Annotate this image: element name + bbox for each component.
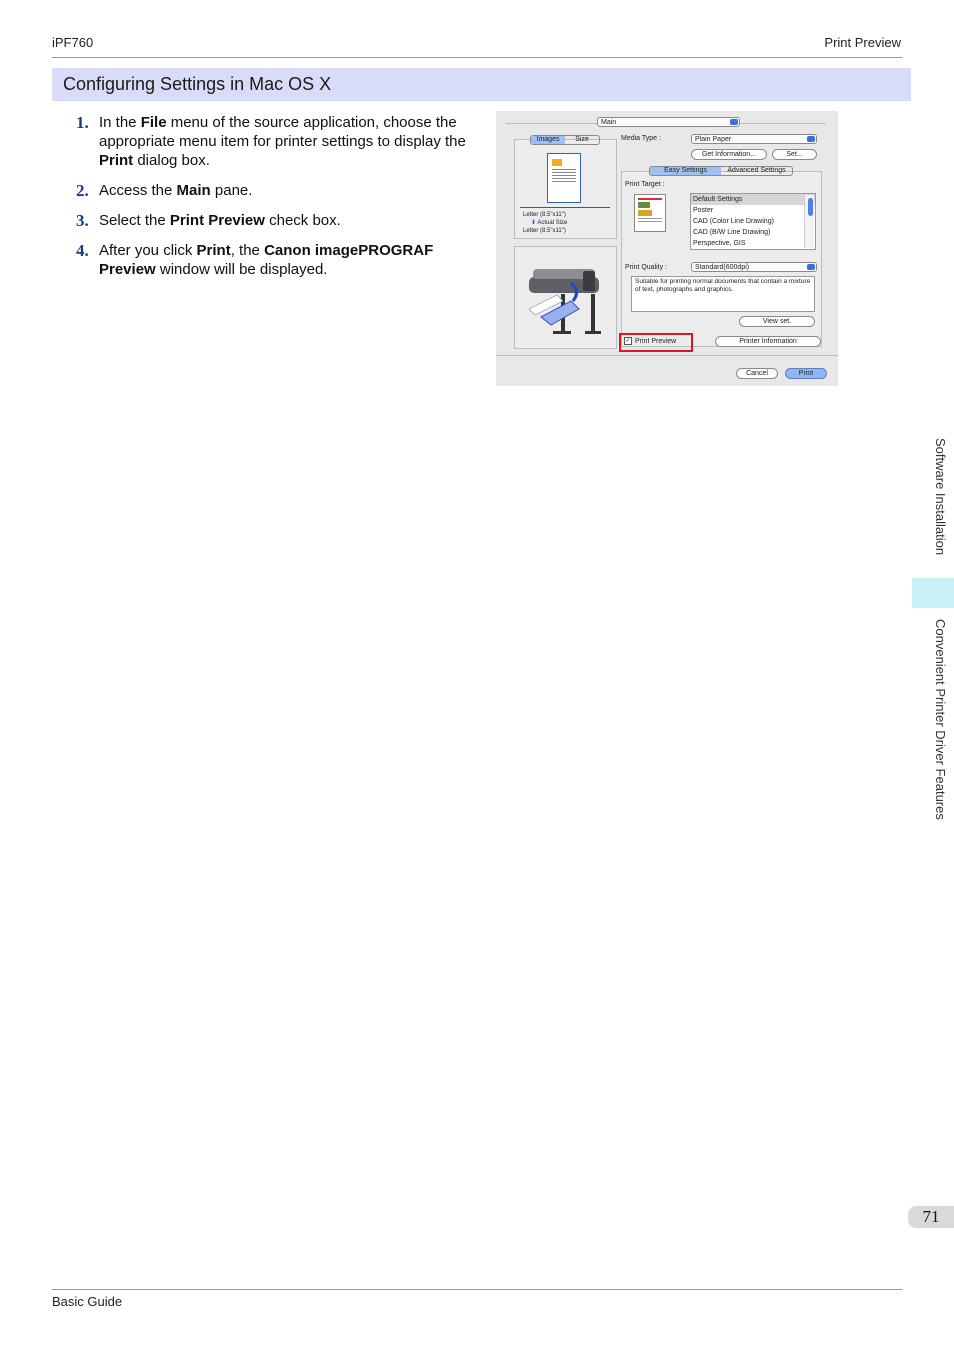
cancel-button[interactable]: Cancel [736,368,778,379]
bold-term: Canon imagePROGRAF Preview [99,242,434,278]
print-dialog-screenshot [496,111,838,386]
preview-tabs[interactable] [530,135,600,145]
printer-information-button[interactable]: Printer Information [715,336,821,347]
media-type-popup[interactable]: Plain Paper [691,134,817,144]
header-rule [52,57,902,58]
scroll-thumb[interactable] [808,198,813,216]
page-number: 71 [922,1207,940,1226]
bold-term: File [140,114,167,131]
tab-advanced-settings[interactable]: Advanced Settings [727,167,786,174]
list-item[interactable]: Default Settings [691,194,815,205]
list-item[interactable]: CAD (B/W Line Drawing) [693,229,771,236]
tab-images[interactable]: Images [531,136,565,144]
step-3: 3. Select the Print Preview check box. [76,211,341,230]
list-item[interactable]: Poster [693,207,714,214]
side-tab-software-installation[interactable]: Software Installation [933,438,948,556]
header-section: Print Preview [824,35,901,50]
side-tab-driver-features[interactable]: Convenient Printer Driver Features [933,619,948,820]
bold-term: Print [99,152,134,169]
pane-popup[interactable]: Main [597,117,740,127]
print-quality-popup[interactable]: Standard(600dpi) [691,262,817,272]
quality-description: Suitable for printing normal documents that contain a mixture of text, photographs and graphics. [631,276,815,312]
print-preview-checkbox[interactable]: ✓ Print Preview [625,337,677,345]
popup-arrows-icon [807,136,815,142]
list-item[interactable]: Perspective, GIS [693,240,746,247]
footer-guide-name: Basic Guide [52,1294,123,1309]
bold-term: Print Preview [169,212,265,229]
steps-list [76,113,466,290]
tab-easy-settings[interactable]: Easy Settings [650,167,721,175]
section-title: Configuring Settings in Mac OS X [63,74,332,94]
list-item[interactable]: CAD (Color Line Drawing) [693,218,774,225]
footer-rule [52,1289,902,1290]
get-information-button[interactable]: Get Information... [691,149,767,160]
print-quality-label: Print Quality : [625,264,668,271]
print-target-label: Print Target : [625,181,665,188]
step-2: 2. Access the Main pane. [76,181,253,200]
step-number: 3. [76,211,89,230]
popup-arrows-icon [807,264,815,270]
media-type-label: Media Type : [621,135,661,142]
bold-term: Main [176,182,211,199]
arrow-down-icon: ⬇ [531,220,537,226]
page-thumbnail [547,153,581,203]
divider [520,207,610,208]
step-number: 2. [76,181,89,200]
checkbox-icon[interactable]: ✓ [625,338,631,344]
step-number: 4. [76,241,89,260]
print-target-list[interactable] [690,193,816,250]
step-4: 4. After you click Print, the Canon imagePROGRAF Preview window will be displayed. [76,241,434,278]
print-button[interactable]: Print [785,368,827,379]
step-number: 1. [76,113,89,132]
size-info: Letter (8.5"x11") ⬇ Actual Size Letter (8.5"x11") [523,212,568,234]
bold-term: Print [196,242,231,259]
list-scrollbar[interactable] [804,195,814,248]
printer-icon [515,247,616,348]
header-model: iPF760 [52,35,94,50]
set-button[interactable]: Set... [772,149,817,160]
printer-image-panel [514,246,617,349]
settings-tabs[interactable] [649,166,793,176]
tab-size[interactable]: Size [575,136,589,143]
side-tab-highlight [912,578,954,608]
step-1: 1. In the File menu of the source application, choose the appropriate menu item for printer settings to display the Print dialog box. [76,113,466,169]
view-set-button[interactable]: View set. [739,316,815,327]
popup-arrows-icon [730,119,738,125]
divider [496,355,838,356]
print-target-thumbnail [634,194,666,232]
